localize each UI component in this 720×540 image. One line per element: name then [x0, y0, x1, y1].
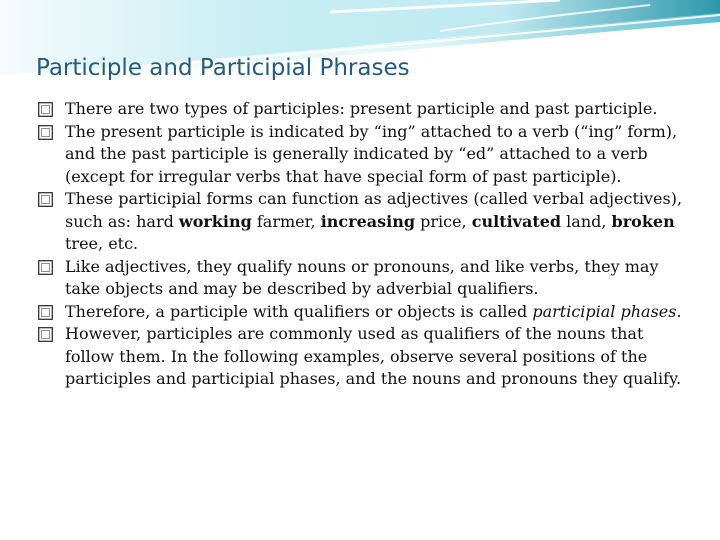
bullet-text-part: Therefore, a participle with qualifiers or objects is called	[65, 301, 533, 321]
bullet-text	[65, 302, 682, 321]
square-box-bullet-icon	[38, 260, 53, 275]
square-box-bullet-icon	[38, 192, 53, 207]
bullet-text-part: These participial forms can function as adjectives (called verbal adjectives), such as: hard	[65, 189, 683, 231]
bullet-text-part: tree, etc.	[65, 234, 139, 253]
bullet-list	[36, 98, 696, 391]
bullet-text-part: However, participles are commonly used as qualifiers of the nouns that follow them. In the following examples, observe several positions of the participles and participial phases, and the nouns and pronouns they qualify.	[65, 324, 682, 388]
bold-example-word: working	[178, 211, 252, 231]
bold-example-word: increasing	[320, 211, 416, 231]
square-box-bullet-icon	[38, 327, 53, 342]
bullet-item	[36, 301, 696, 324]
square-box-bullet-icon	[38, 125, 53, 140]
bullet-text-part: The present participle is indicated by “ing” attached to a verb (“ing” form), and the past participle is generally indicated by “ed” attached to a verb (except for irregular verbs that have special form of past participle).	[65, 121, 678, 186]
bullet-text-part: .	[676, 301, 682, 321]
bullet-text-part: There are two types of participles: present participle and past participle.	[65, 99, 658, 118]
bullet-item	[36, 188, 696, 256]
bullet-text-part: Like adjectives, they qualify nouns or pronouns, and like verbs, they may take objects and may be described by adverbial qualifiers.	[65, 256, 659, 298]
bold-example-word: cultivated	[471, 211, 562, 231]
square-box-bullet-icon	[38, 102, 53, 117]
slide-title: Participle and Participial Phrases	[36, 55, 410, 81]
bullet-text-part: land,	[561, 211, 612, 231]
bullet-text	[65, 189, 682, 253]
italic-term: participial phases	[532, 301, 677, 321]
bold-example-word: broken	[611, 211, 675, 231]
bullet-text	[65, 122, 677, 186]
bullet-text	[65, 257, 658, 299]
bullet-text	[65, 324, 681, 388]
bullet-item	[36, 256, 696, 301]
bullet-text-part: farmer,	[251, 211, 321, 231]
square-box-bullet-icon	[38, 305, 53, 320]
bullet-text-part: price,	[415, 211, 472, 231]
bullet-item	[36, 323, 696, 391]
bullet-text	[65, 99, 657, 118]
bullet-item	[36, 98, 696, 121]
bullet-item	[36, 121, 696, 189]
